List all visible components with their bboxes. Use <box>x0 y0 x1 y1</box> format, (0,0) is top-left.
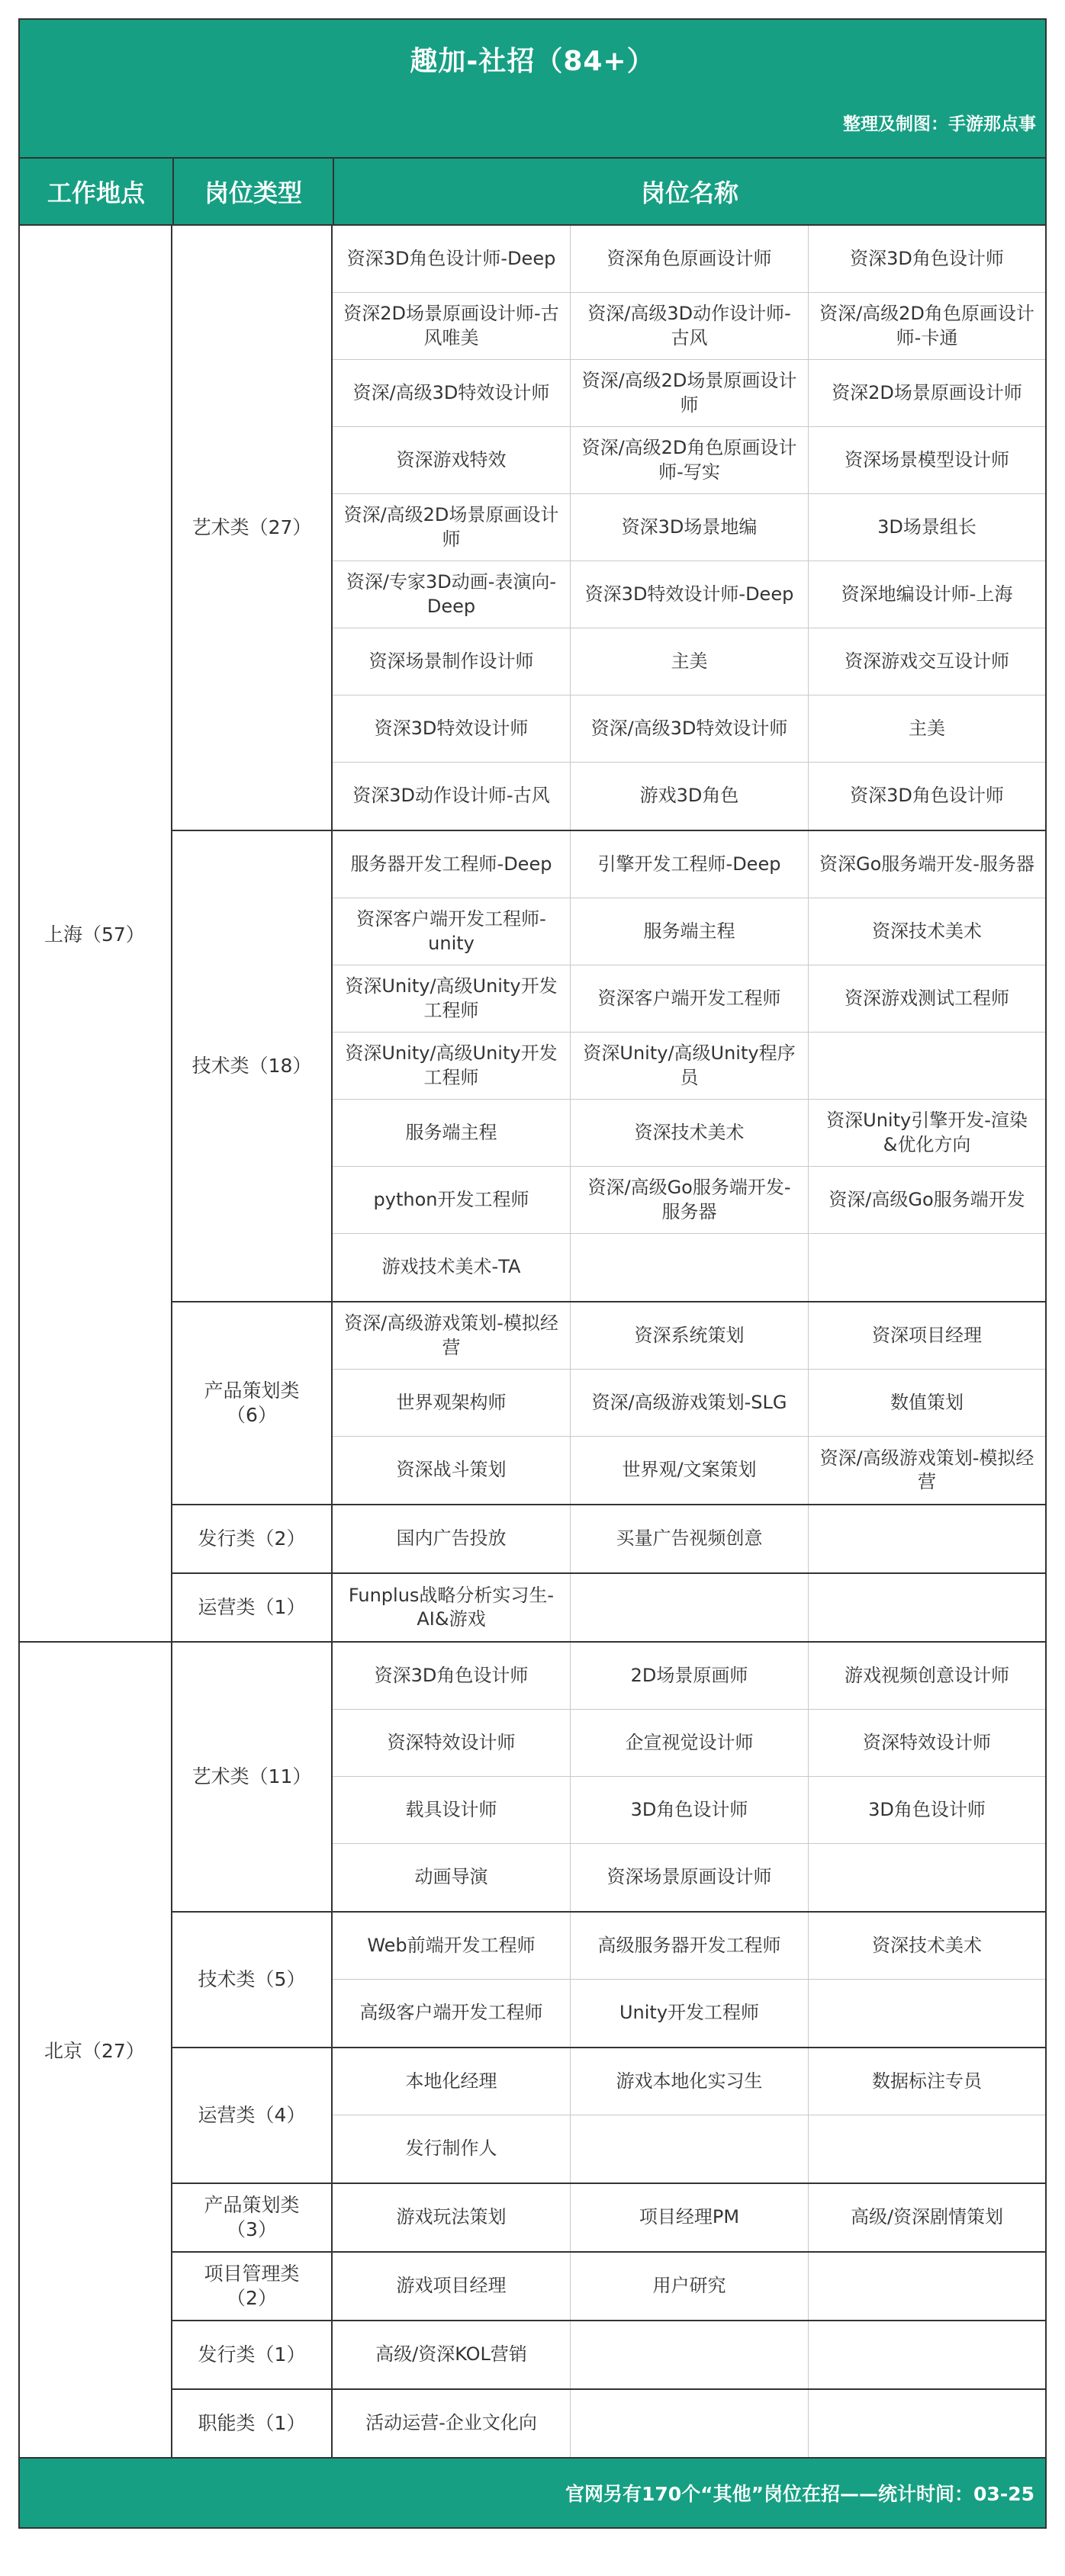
job-grid <box>333 1574 1045 1641</box>
category-row <box>172 2048 1045 2184</box>
job-grid <box>333 2390 1045 2457</box>
job-cell: Unity开发工程师 <box>571 1980 809 2047</box>
job-grid <box>333 831 1045 1301</box>
job-cell: 买量广告视频创意 <box>571 1505 809 1572</box>
job-cell: 资深3D角色设计师 <box>850 785 1004 807</box>
job-cell: Web前端开发工程师 <box>333 1913 571 1980</box>
job-cell <box>809 2253 1045 2320</box>
job-cell: 资深3D特效设计师 <box>333 695 571 763</box>
job-cell: 资深游戏交互设计师 <box>809 628 1045 695</box>
job-cell: python开发工程师 <box>333 1167 571 1234</box>
job-cell: 资深3D角色设计师 <box>333 1643 571 1710</box>
category-name: 产品策划类（6） <box>172 1302 333 1504</box>
category-name: 发行类（1） <box>172 2321 333 2388</box>
job-cell: 资深Unity/高级Unity开发工程师 <box>333 1033 571 1100</box>
job-cell: 资深3D动作设计师-古风 <box>333 763 571 830</box>
column-header-location: 工作地点 <box>47 178 145 207</box>
job-cell <box>809 2321 1045 2388</box>
job-cell: 数据标注专员 <box>809 2048 1045 2115</box>
job-grid <box>333 1913 1045 2047</box>
job-cell: 主美 <box>809 695 1045 763</box>
footer-banner <box>20 2459 1045 2527</box>
job-cell: 资深场景原画设计师 <box>571 1844 809 1911</box>
job-cell: 引擎开发工程师-Deep <box>571 831 809 898</box>
category-name: 项目管理类（2） <box>172 2253 333 2320</box>
job-cell: 高级服务器开发工程师 <box>571 1913 809 1980</box>
category-row <box>172 1643 1045 1913</box>
job-cell: 游戏项目经理 <box>333 2253 571 2320</box>
job-table <box>18 18 1047 2529</box>
job-cell: 资深/高级3D动作设计师-古风 <box>571 293 809 360</box>
category-row <box>172 1913 1045 2048</box>
category-list <box>172 226 1045 1641</box>
category-list <box>172 1643 1045 2457</box>
job-cell: 企宣视觉设计师 <box>571 1710 809 1777</box>
category-name: 发行类（2） <box>172 1505 333 1572</box>
job-cell: 游戏玩法策划 <box>333 2184 571 2251</box>
job-cell: 发行制作人 <box>333 2115 571 2183</box>
job-cell: 游戏本地化实习生 <box>571 2048 809 2115</box>
job-cell: 资深/高级游戏策划-SLG <box>571 1370 809 1437</box>
job-cell: 资深/高级3D特效设计师 <box>333 360 571 427</box>
job-cell: 3D角色设计师 <box>571 1777 809 1844</box>
category-name: 技术类（5） <box>172 1913 333 2047</box>
category-name: 技术类（18） <box>172 831 333 1301</box>
job-cell: 资深/高级2D场景原画设计师 <box>333 494 571 561</box>
job-cell: 资深游戏特效 <box>333 427 571 494</box>
job-cell: 服务端主程 <box>333 1100 571 1167</box>
job-cell: 资深技术美术 <box>809 1913 1045 1980</box>
job-cell: 资深场景模型设计师 <box>809 427 1045 494</box>
category-name: 艺术类（27） <box>172 226 333 830</box>
job-grid <box>333 1643 1045 1911</box>
job-cell <box>809 1505 1045 1572</box>
job-cell: 3D角色设计师 <box>809 1777 1045 1844</box>
job-cell: 资深地编设计师-上海 <box>809 561 1045 628</box>
job-cell: 国内广告投放 <box>333 1505 571 1572</box>
job-cell: 资深3D角色设计师-Deep <box>333 226 571 293</box>
job-cell: 游戏视频创意设计师 <box>809 1643 1045 1710</box>
job-cell: 世界观架构师 <box>333 1370 571 1437</box>
job-cell: 资深/高级游戏策划-模拟经营 <box>819 1447 1034 1492</box>
job-cell: 世界观/文案策划 <box>571 1437 809 1504</box>
footer-note: 官网另有170个“其他”岗位在招——统计时间：03-25 <box>565 2483 1034 2505</box>
job-cell <box>809 1574 1045 1641</box>
job-cell: 资深游戏测试工程师 <box>809 965 1045 1033</box>
job-cell: 资深2D场景原画设计师-古风唯美 <box>333 293 571 360</box>
job-cell: 项目经理PM <box>571 2184 809 2251</box>
job-cell: 资深/高级2D角色原画设计师-卡通 <box>809 293 1045 360</box>
job-cell: 资深战斗策划 <box>333 1437 571 1504</box>
job-cell: 服务器开发工程师-Deep <box>333 831 571 898</box>
job-cell: 资深/高级Go服务端开发-服务器 <box>571 1167 809 1234</box>
category-row <box>172 1574 1045 1641</box>
category-name: 运营类（1） <box>172 1574 333 1641</box>
job-cell: 资深3D角色设计师 <box>809 226 1045 293</box>
job-grid <box>333 226 1045 830</box>
job-grid <box>333 1505 1045 1572</box>
job-cell: 资深技术美术 <box>571 1100 809 1167</box>
credit-text: 整理及制图：手游那点事 <box>843 114 1036 134</box>
job-cell <box>809 1033 1045 1100</box>
category-row <box>172 831 1045 1302</box>
job-cell: 资深/高级2D角色原画设计师-写实 <box>571 427 809 494</box>
region-block <box>20 1643 1045 2459</box>
job-cell: 资深Unity引擎开发-渲染&优化方向 <box>809 1100 1045 1167</box>
job-cell: 高级/资深剧情策划 <box>850 2206 1004 2228</box>
job-grid <box>333 1302 1045 1504</box>
job-cell: 载具设计师 <box>333 1777 571 1844</box>
job-cell: 资深/高级游戏策划-模拟经营 <box>333 1302 571 1370</box>
job-cell: 资深3D特效设计师-Deep <box>571 561 809 628</box>
job-cell <box>809 1234 1045 1301</box>
job-cell <box>571 2115 809 2183</box>
job-cell <box>571 1574 809 1641</box>
job-cell: 资深Go服务端开发-服务器 <box>809 831 1045 898</box>
column-header-position: 岗位名称 <box>333 159 1045 224</box>
job-cell: 资深项目经理 <box>809 1302 1045 1370</box>
job-cell: 3D场景组长 <box>809 494 1045 561</box>
column-header-category: 岗位类型 <box>172 159 333 224</box>
category-row <box>172 1302 1045 1505</box>
job-grid <box>333 2253 1045 2320</box>
job-grid <box>333 2184 1045 2251</box>
job-cell: 资深角色原画设计师 <box>571 226 809 293</box>
category-row <box>172 2390 1045 2457</box>
category-name: 运营类（4） <box>172 2048 333 2183</box>
job-cell: 资深系统策划 <box>571 1302 809 1370</box>
job-cell: 用户研究 <box>571 2253 809 2320</box>
job-grid <box>333 2321 1045 2388</box>
job-cell: 资深3D场景地编 <box>571 494 809 561</box>
job-cell: 资深特效设计师 <box>809 1710 1045 1777</box>
header-banner <box>20 20 1045 159</box>
job-cell: 资深/高级2D场景原画设计师 <box>571 360 809 427</box>
job-cell: 资深场景制作设计师 <box>333 628 571 695</box>
category-row <box>172 2321 1045 2390</box>
region-block <box>20 226 1045 1643</box>
category-row <box>172 2184 1045 2253</box>
region-name: 上海（57） <box>20 226 172 1641</box>
job-cell: 资深/专家3D动画-表演向-Deep <box>333 561 571 628</box>
job-cell: 资深客户端开发工程师-unity <box>333 898 571 965</box>
job-cell <box>809 2115 1045 2183</box>
job-cell: 资深Unity/高级Unity程序员 <box>571 1033 809 1100</box>
job-cell: 资深/高级3D特效设计师 <box>571 695 809 763</box>
job-cell: 主美 <box>571 628 809 695</box>
job-cell: 服务端主程 <box>571 898 809 965</box>
job-cell: 资深特效设计师 <box>333 1710 571 1777</box>
job-cell <box>571 1234 809 1301</box>
job-cell <box>809 2390 1045 2457</box>
job-cell: 高级/资深KOL营销 <box>333 2321 571 2388</box>
category-row <box>172 1505 1045 1574</box>
regions-container <box>20 226 1045 2459</box>
region-name: 北京（27） <box>20 1643 172 2457</box>
job-cell: 本地化经理 <box>333 2048 571 2115</box>
job-cell: 2D场景原画师 <box>571 1643 809 1710</box>
category-row <box>172 226 1045 831</box>
job-cell: 资深客户端开发工程师 <box>571 965 809 1033</box>
job-cell: 资深2D场景原画设计师 <box>809 360 1045 427</box>
job-cell: 资深技术美术 <box>809 898 1045 965</box>
job-cell: 数值策划 <box>809 1370 1045 1437</box>
job-cell: 游戏3D角色 <box>571 763 809 830</box>
job-cell <box>809 1844 1045 1911</box>
job-cell: 高级客户端开发工程师 <box>333 1980 571 2047</box>
job-cell: 动画导演 <box>333 1844 571 1911</box>
column-header-row <box>20 159 1045 226</box>
category-name: 职能类（1） <box>172 2390 333 2457</box>
job-cell: 游戏技术美术-TA <box>333 1234 571 1301</box>
job-cell: 资深/高级Go服务端开发 <box>809 1167 1045 1234</box>
category-row <box>172 2253 1045 2321</box>
job-grid <box>333 2048 1045 2183</box>
job-cell: 活动运营-企业文化向 <box>333 2390 571 2457</box>
category-name: 艺术类（11） <box>172 1643 333 1911</box>
job-cell: 资深Unity/高级Unity开发工程师 <box>333 965 571 1033</box>
category-name: 产品策划类（3） <box>172 2184 333 2251</box>
job-cell <box>571 2321 809 2388</box>
job-cell <box>571 2390 809 2457</box>
page-title: 趣加-社招（84+） <box>410 46 655 77</box>
job-cell: Funplus战略分析实习生-AI&游戏 <box>333 1574 571 1641</box>
job-cell <box>809 1980 1045 2047</box>
